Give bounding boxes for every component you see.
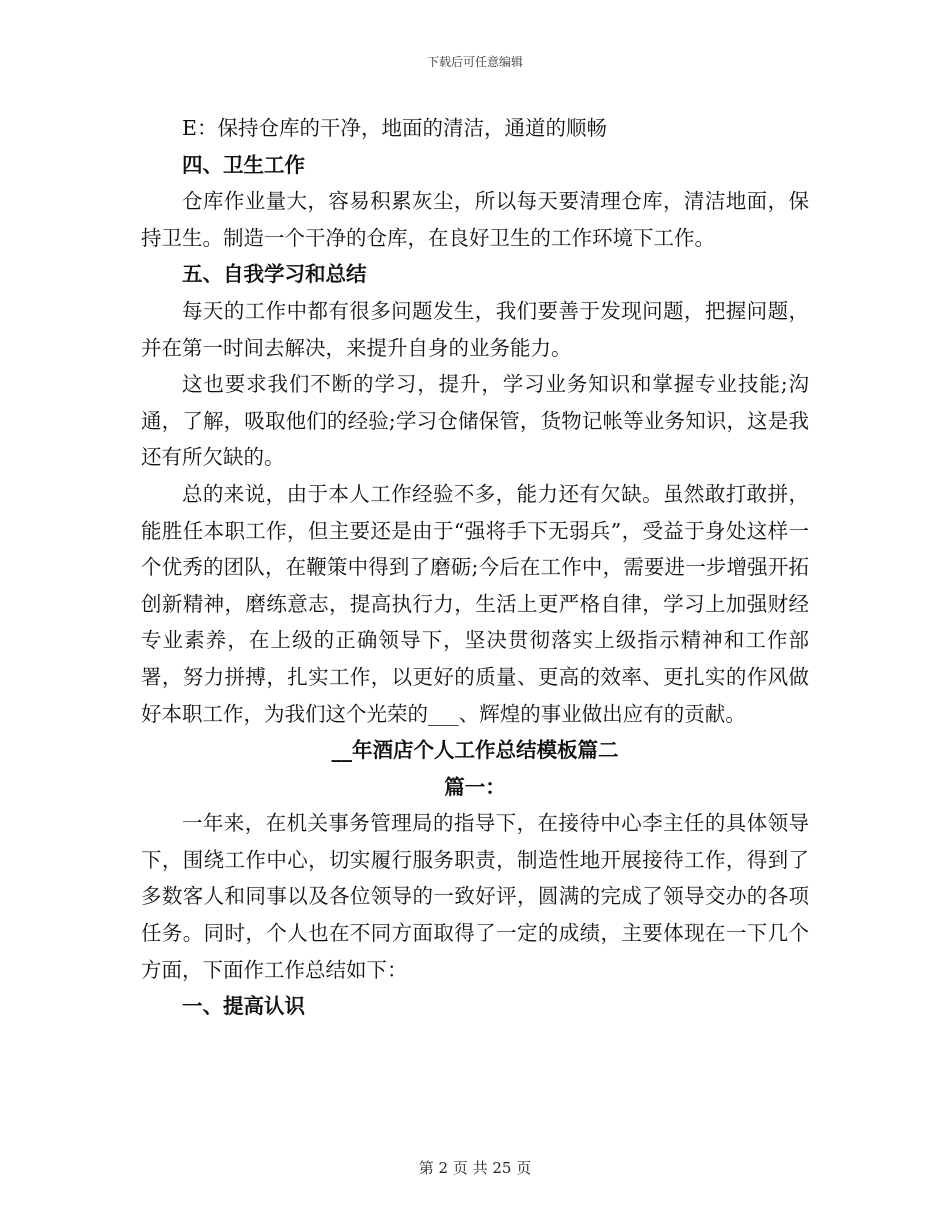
document-body <box>141 110 809 1025</box>
heading-self-study: 五、自我学习和总结 <box>182 262 367 287</box>
paragraph-learning: 这也要求我们不断的学习，提升，学习业务知识和掌握专业技能;沟通，了解，吸取他们的经验;学习仓储保管，货物记帐等业务知识，这是我还有所欠缺的。 <box>141 372 809 470</box>
heading-raise-awareness: 一、提高认识 <box>182 994 305 1019</box>
page-footer: 第 2 页 共 25 页 <box>418 1159 532 1177</box>
heading-hygiene-work: 四、卫生工作 <box>182 152 305 177</box>
page-header: 下载后可任意编辑 <box>426 55 523 69</box>
paragraph-hygiene: 仓库作业量大，容易积累灰尘，所以每天要清理仓库，清洁地面，保持卫生。制造一个干净的仓库，在良好卫生的工作环境下工作。 <box>141 189 809 250</box>
paragraph-warehouse-clean: E：保持仓库的干净，地面的清洁，通道的顺畅 <box>182 116 607 140</box>
section-subtitle: 篇一： <box>444 774 506 799</box>
paragraph-year-review: 一年来，在机关事务管理局的指导下，在接待中心李主任的具体领导下，围绕工作中心，切实履行服务职责，制造性地开展接待工作，得到了多数客人和同事以及各位领导的一致好评，圆满的完成了领导交办的各项任务。同时，个人也在不同方面取得了一定的成绩，主要体现在一下几个方面，下面作工作总结如下： <box>141 811 809 982</box>
paragraph-problems: 每天的工作中都有很多问题发生，我们要善于发现问题，把握问题，并在第一时间去解决，来提升自身的业务能力。 <box>141 298 809 360</box>
paragraph-summary: 总的来说，由于本人工作经验不多，能力还有欠缺。虽然敢打敢拼，能胜任本职工作，但主要还是由于“强将手下无弱兵”，受益于身处这样一个优秀的团队，在鞭策中得到了磨砺;今后在工作中，需要进一步增强开拓创新精神，磨练意志，提高执行力，生活上更严格自律，学习上加强财经专业素养，在上级的正确领导下，坚决贯彻落实上级指示精神和工作部署，努力拼搏，扎实工作，以更好的质量、更高的效率、更扎实的作风做好本职工作，为我们这个光荣的___、辉煌的事业做出应有的贡献。 <box>141 481 809 726</box>
section-title: __年酒店个人工作总结模板篇二 <box>331 738 619 763</box>
